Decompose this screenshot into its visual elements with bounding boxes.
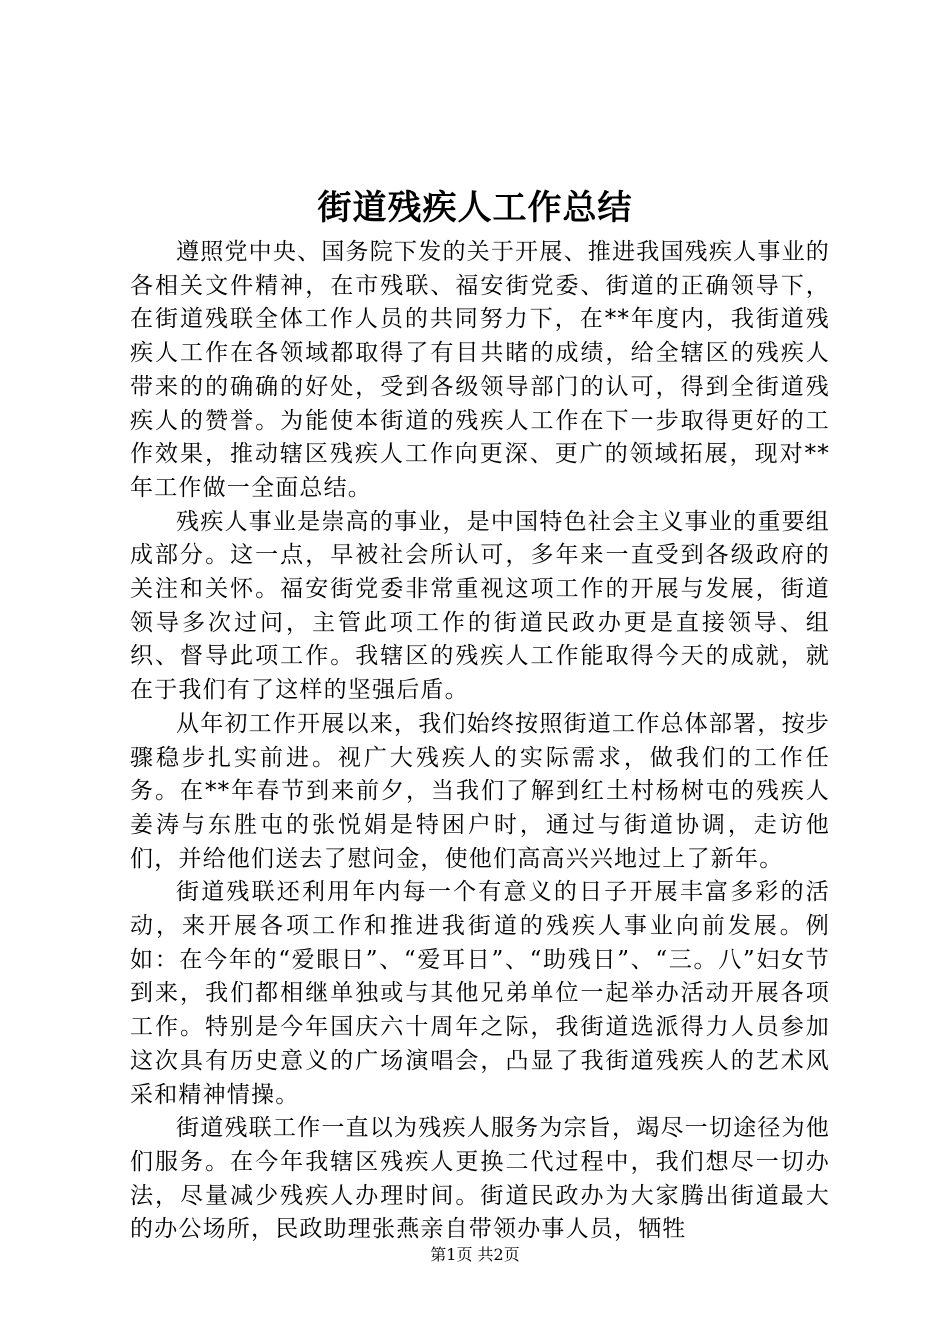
paragraph: 从年初工作开展以来，我们始终按照街道工作总体部署，按步骤稳步扎实前进。视广大残疾人的实际需求，做我们的工作任务。在**年春节到来前夕，当我们了解到红土村杨树屯的残疾人姜涛与东胜屯的张悦娟是特困户时，通过与街道协调，走访他们，并给他们送去了慰问金，使他们高高兴兴地过上了新年。 (130, 710, 830, 872)
paragraph: 街道残联还利用年内每一个有意义的日子开展丰富多彩的活动，来开展各项工作和推进我街道的残疾人事业向前发展。例如：在今年的“爱眼日”、“爱耳日”、“助残日”、“三。八”妇女节到来，我们都相继单独或与其他兄弟单位一起举办活动开展各项工作。特别是今年国庆六十周年之际，我街道选派得力人员参加这次具有历史意义的广场演唱会，凸显了我街道残疾人的艺术风采和精神情操。 (130, 879, 830, 1108)
paragraph: 残疾人事业是崇高的事业，是中国特色社会主义事业的重要组成部分。这一点，早被社会所认可，多年来一直受到各级政府的关注和关怀。福安街党委非常重视这项工作的开展与发展，街道领导多次过问，主管此项工作的街道民政办更是直接领导、组织、督导此项工作。我辖区的残疾人工作能取得今天的成就，就在于我们有了这样的坚强后盾。 (130, 508, 830, 704)
paragraph: 遵照党中央、国务院下发的关于开展、推进我国残疾人事业的各相关文件精神，在市残联、福安街党委、街道的正确领导下，在街道残联全体工作人员的共同努力下，在**年度内，我街道残疾人工作在各领域都取得了有目共睹的成绩，给全辖区的残疾人带来的的确确的好处，受到各级领导部门的认可，得到全街道残疾人的赞誉。为能使本街道的残疾人工作在下一步取得更好的工作效果，推动辖区残疾人工作向更深、更广的领域拓展，现对**年工作做一全面总结。 (130, 239, 830, 501)
document-body (130, 236, 830, 1247)
document-title: 街道残疾人工作总结 (317, 188, 633, 228)
page-number-footer: 第1页 共2页 (430, 1245, 520, 1264)
paragraph: 街道残联工作一直以为残疾人服务为宗旨，竭尽一切途径为他们服务。在今年我辖区残疾人更换二代过程中，我们想尽一切办法，尽量减少残疾人办理时间。街道民政办为大家腾出街道最大的办公场所，民政助理张燕亲自带领办事人员，牺牲 (130, 1115, 830, 1243)
